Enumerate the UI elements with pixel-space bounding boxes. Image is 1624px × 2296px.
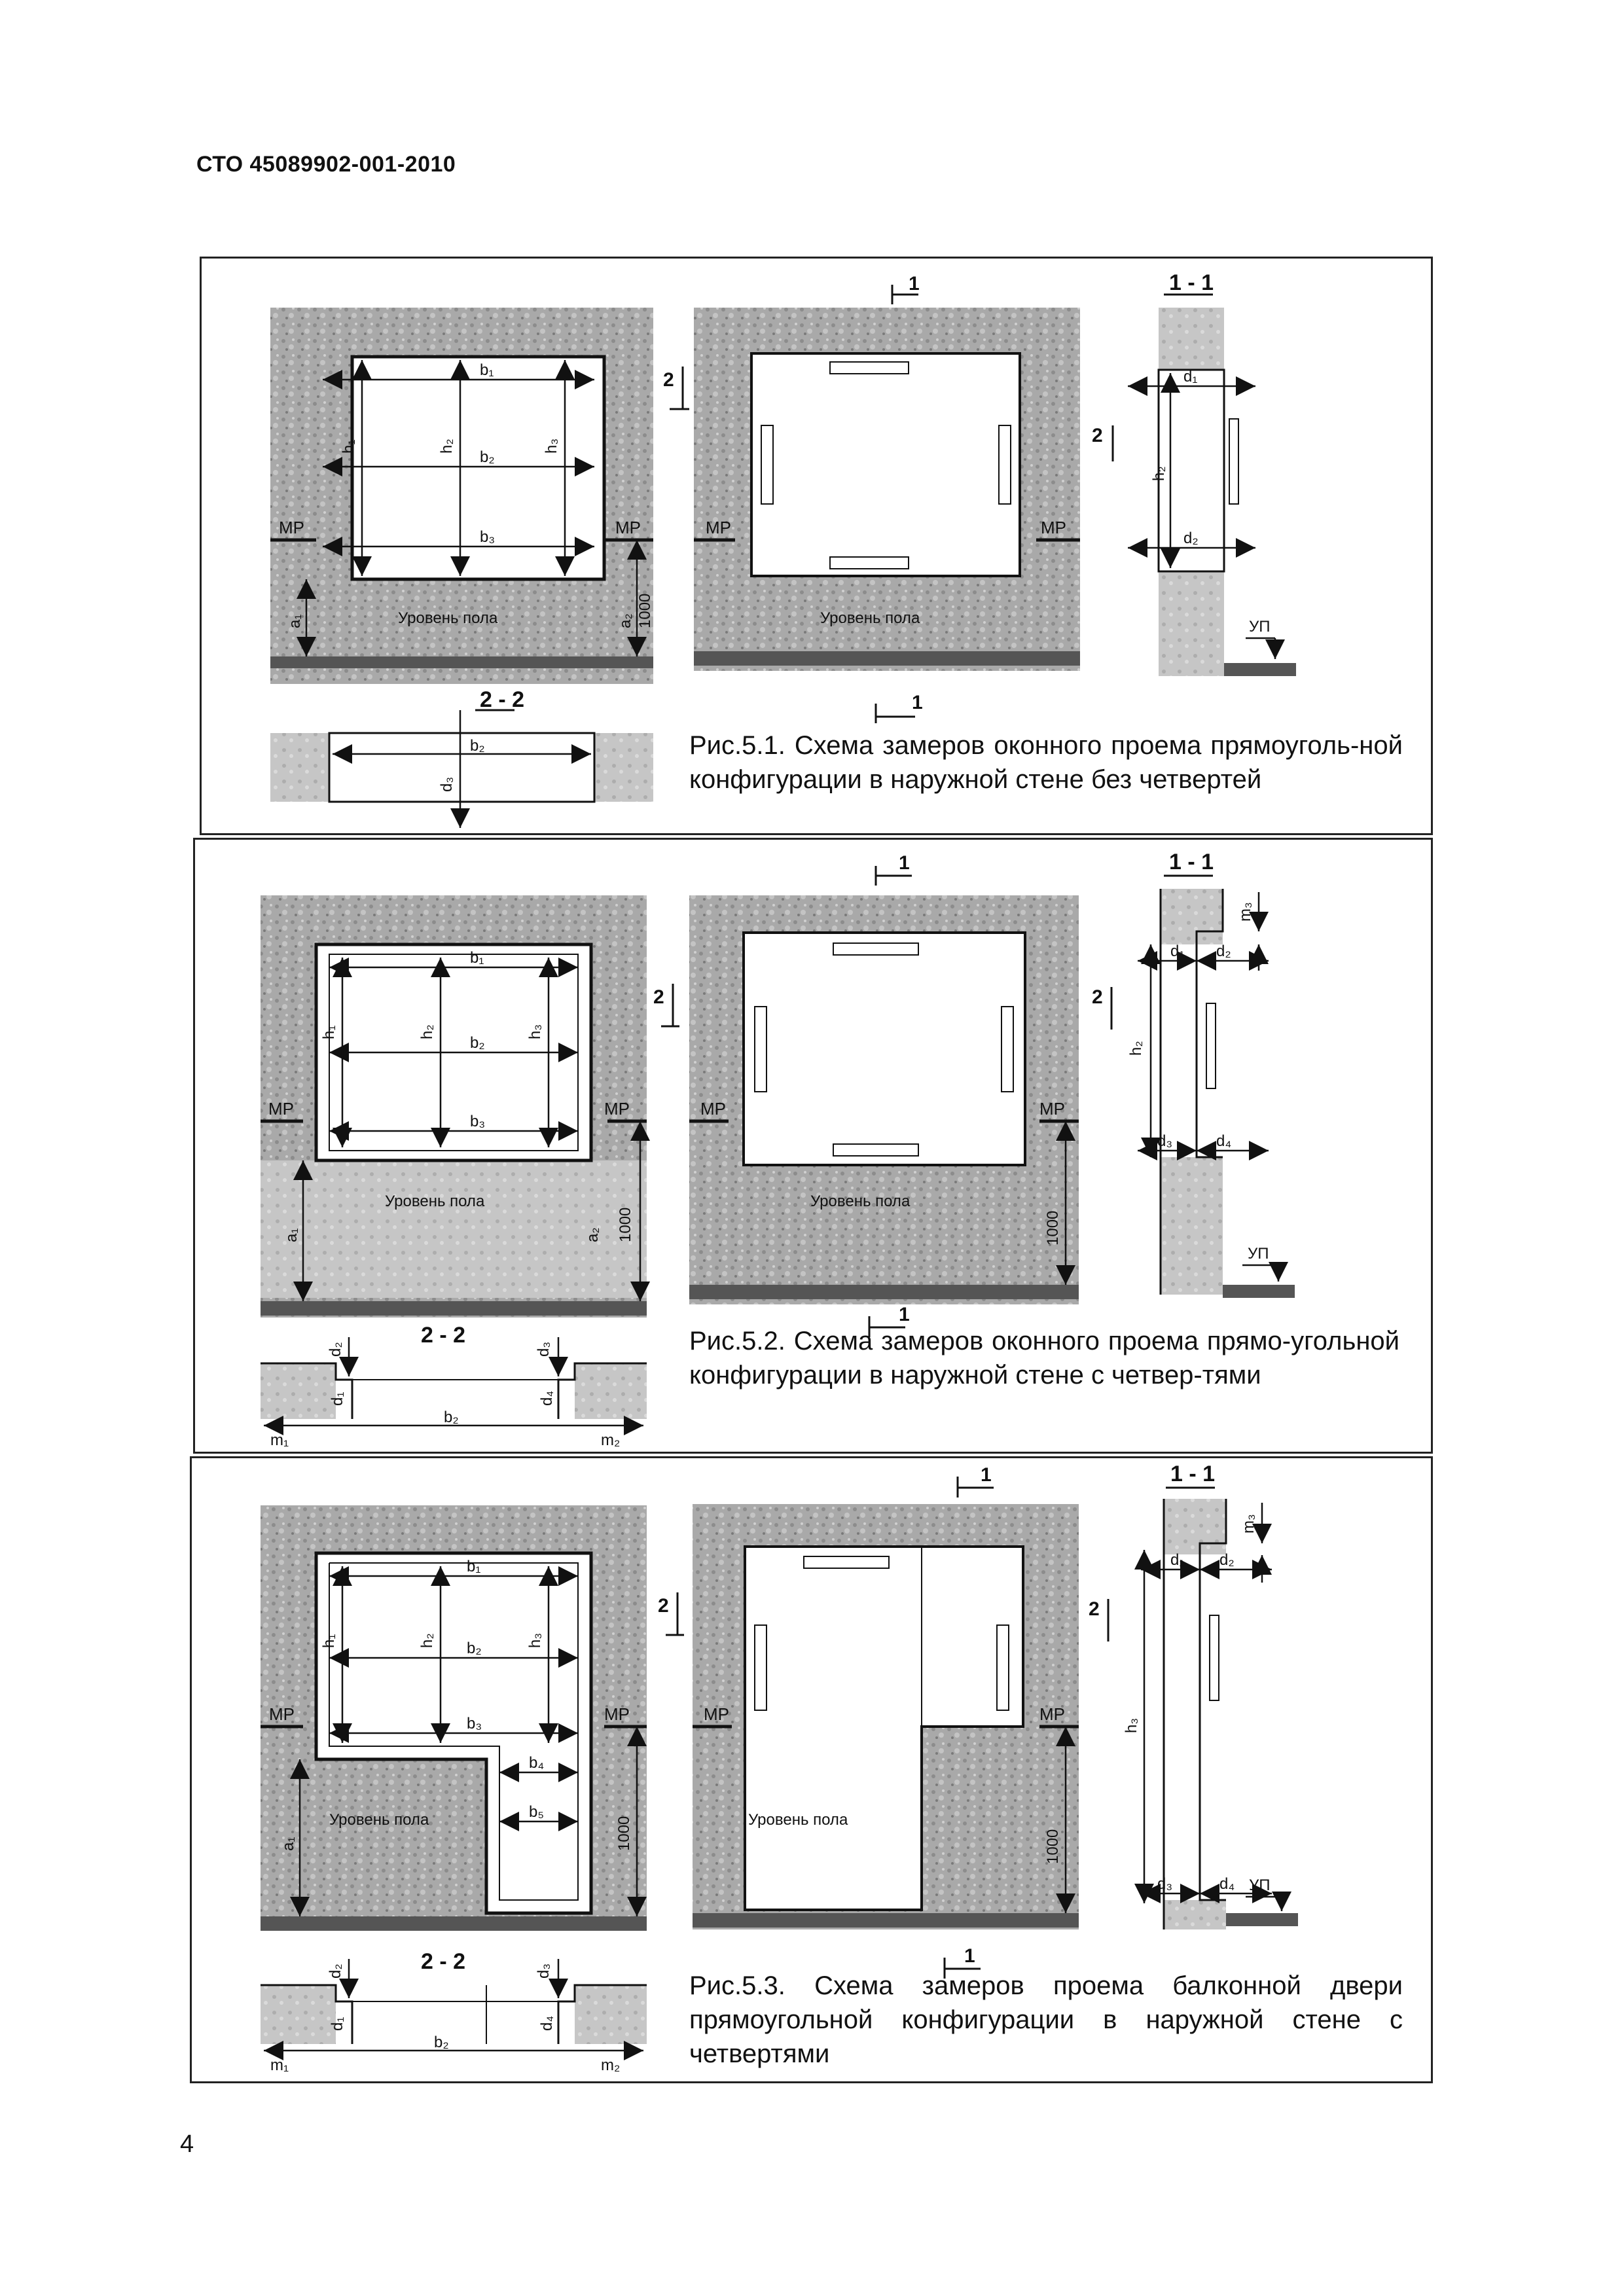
label-d4: d₄ [1219,1875,1235,1893]
figure-5-1-panel [200,257,1433,835]
label-d4: d₄ [1216,1132,1232,1150]
label-up: УП [1249,618,1271,636]
section-marker-1: 1 [964,1945,975,1967]
figure-5-2-caption [689,1324,1399,1392]
figure-caption-text: Схема замеров проема балконной двери прямоугольной конфигурации в наружной стене с четвертями [689,1971,1403,2068]
section-marker-2: 2 [1092,986,1103,1008]
section-1-1 [1092,850,1295,1298]
figure-number: Рис.5.2. [689,1327,785,1355]
label-d1: d₁ [329,1391,346,1406]
label-a1: a₁ [286,614,304,628]
label-b2: b₂ [480,448,495,466]
label-up: УП [1249,1876,1271,1894]
label-mr: МР [279,518,304,537]
label-d2: d₂ [327,1342,344,1357]
section-marker-2: 2 [663,369,674,391]
label-h3: h₃ [526,1024,544,1039]
front-elevation [261,1505,647,1931]
interior-elevation [653,852,1079,1337]
label-up: УП [1248,1245,1269,1263]
label-m1: m₁ [270,1431,289,1449]
label-1000: 1000 [636,593,654,628]
figure-5-2-panel [193,838,1433,1454]
label-d4: d₄ [538,2015,556,2031]
label-b2: b₂ [470,1034,485,1052]
label-d2: d₂ [1216,942,1231,960]
label-h1: h₁ [320,1025,338,1039]
label-mr: МР [1041,518,1066,537]
label-mr: МР [1039,1704,1065,1724]
interior-elevation [658,1464,1079,1979]
label-m1: m₁ [270,2056,289,2074]
section-marker-1: 1 [909,273,920,295]
label-d2: d₂ [1183,529,1199,547]
figure-caption-text: Схема замеров оконного проема прямо-угольной конфигурации в наружной стене с четвер-тями [689,1327,1400,1390]
label-d2: d₂ [327,1964,344,1979]
section-marker-1: 1 [899,1304,910,1325]
section-marker-2: 2 [1089,1598,1100,1620]
section-2-2 [261,1323,647,1449]
label-mr: МР [1039,1099,1065,1119]
label-1000: 1000 [617,1207,634,1242]
label-b3: b₃ [480,528,496,546]
section-marker-2: 2 [653,986,664,1008]
label-d2: d₂ [1219,1551,1235,1569]
label-d4: d₄ [538,1390,556,1406]
label-a2: a₂ [584,1227,602,1242]
label-mr: МР [706,518,731,537]
section-marker-1: 1 [981,1464,992,1486]
section-2-2-title: 2 - 2 [421,1323,466,1348]
document-code: СТО 45089902-001-2010 [196,152,456,177]
label-h3: h₃ [543,438,560,454]
section-1-1-title: 1 - 1 [1170,1462,1216,1486]
front-elevation [270,308,654,684]
label-d1: d₁ [1170,942,1185,960]
label-mr: МР [615,518,641,537]
label-b5: b₅ [529,1803,545,1821]
label-b1: b₁ [480,361,494,379]
label-a1: a₁ [283,1228,300,1242]
label-h2: h₂ [438,439,456,454]
label-b4: b₄ [529,1754,545,1772]
section-1-1-title: 1 - 1 [1169,850,1214,874]
label-floor-level: Уровень пола [329,1811,429,1829]
section-marker-1: 1 [899,852,910,874]
label-h3: h₃ [526,1632,544,1648]
page-number: 4 [180,2130,194,2158]
label-m3: m₃ [1236,902,1254,922]
section-marker-1: 1 [912,692,923,713]
label-d1: d₁ [1170,1551,1185,1569]
label-1000: 1000 [615,1816,633,1851]
label-floor-level: Уровень пола [748,1811,848,1829]
section-2-2 [270,687,653,828]
section-1-1 [1089,1462,1298,1929]
section-1-1 [1092,270,1296,676]
figure-5-1-caption [689,728,1403,797]
label-floor-level: Уровень пола [820,609,920,627]
label-mr: МР [268,1099,294,1119]
label-mr: МР [704,1704,729,1724]
label-h2: h₂ [1127,1041,1145,1056]
figure-number: Рис.5.1. [689,731,785,760]
label-floor-level: Уровень пола [385,1193,485,1210]
label-m3: m₃ [1240,1514,1257,1534]
label-b3: b₃ [470,1113,486,1130]
label-floor-level: Уровень пола [398,609,498,627]
section-marker-2: 2 [1092,425,1103,446]
label-d3: d₃ [1157,1132,1173,1150]
label-mr: МР [604,1704,630,1724]
label-d3: d₃ [535,1341,552,1357]
label-d1: d₁ [1183,368,1198,386]
label-h3: h₃ [1123,1717,1140,1733]
label-b2: b₂ [470,737,485,755]
section-marker-2: 2 [658,1595,669,1617]
label-a2: a₂ [617,613,634,628]
front-elevation [261,895,647,1318]
label-d3: d₃ [438,776,456,792]
section-1-1-title: 1 - 1 [1169,270,1214,295]
label-h2: h₂ [418,1024,436,1039]
label-d1: d₁ [329,2017,346,2031]
label-b2: b₂ [444,1408,459,1426]
section-2-2-title: 2 - 2 [480,687,525,712]
figure-5-3-caption [689,1969,1403,2071]
label-b3: b₃ [467,1715,482,1732]
label-mr: МР [604,1099,630,1119]
label-d3: d₃ [1157,1875,1173,1893]
label-mr: МР [700,1099,726,1119]
figure-5-3-panel [190,1456,1433,2083]
label-m2: m₂ [601,2056,621,2074]
label-b2: b₂ [467,1640,482,1657]
label-b2: b₂ [434,2034,449,2051]
label-h2: h₂ [418,1633,436,1648]
section-2-2-title: 2 - 2 [421,1949,466,1974]
label-1000: 1000 [1044,1829,1062,1864]
label-floor-level: Уровень пола [810,1193,911,1210]
label-a1: a₁ [280,1837,297,1851]
label-h2: h₂ [1150,466,1168,481]
interior-elevation [663,273,1080,723]
label-m2: m₂ [601,1431,621,1449]
figure-number: Рис.5.3. [689,1971,785,2000]
label-h1: h₁ [320,1634,338,1648]
label-b1: b₁ [470,949,484,967]
label-1000: 1000 [1044,1210,1062,1246]
label-b1: b₁ [467,1558,481,1575]
figure-caption-text: Схема замеров оконного проема прямоуголь-ной конфигурации в наружной стене без четвертей [689,731,1403,794]
section-2-2 [261,1949,647,2074]
label-h1: h₁ [340,439,357,454]
label-d3: d₃ [535,1963,552,1979]
label-mr: МР [269,1704,295,1724]
